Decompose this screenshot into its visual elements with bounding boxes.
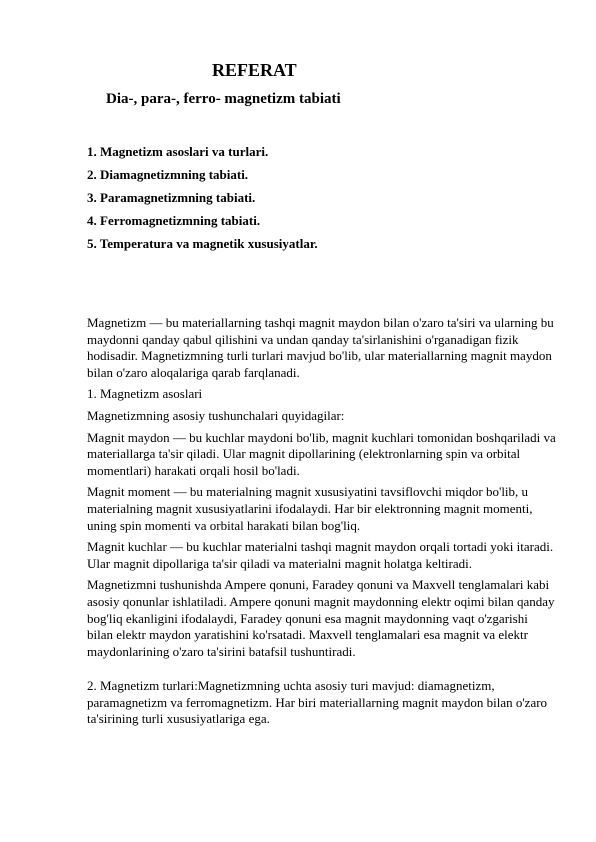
toc-item: 3. Paramagnetizmning tabiati. [87, 190, 256, 205]
paragraph: Magnetizmning asosiy tushunchalari quyidagilar: [87, 407, 345, 423]
paragraph: Magnetizmni tushunishda Ampere qonuni, Faradey qonuni va Maxvell tenglamalari kabi asosiy qonunlar ishlatiladi. Ampere qonuni magnit maydonning elektr oqimi bilan qanday bog'liq ekanligini ifodalaydi, Faradey qonuni esa magnit maydonning vaqt o'zgarishi bilan elektr maydon yaratishini ko'rsatadi. Maxvell tenglamalari esa magnit va elektr maydonlarining o'zaro ta'sirini batafsil tushuntiradi. [87, 577, 555, 659]
paragraph: Magnit moment — bu materialning magnit xususiyatini tavsiflovchi miqdor bo'lib, u materialning magnit xususiyatlarini ifodalaydi. Har bir elektronning magnit momenti, uning spin momenti va orbital harakati bilan bog'liq. [87, 484, 533, 533]
paragraph: Magnit kuchlar — bu kuchlar materialni tashqi magnit maydon orqali tortadi yoki itaradi. Ular magnit dipollariga ta'sir qiladi va materialni magnit holatga keltiradi. [87, 539, 554, 571]
toc-item: 1. Magnetizm asoslari va turlari. [87, 144, 269, 159]
paragraph-section-2: 2. Magnetizm turlari:Magnetizmning uchta asosiy turi mavjud: diamagnetizm, paramagnetizm va ferromagnetizm. Har biri materiallarning magnit maydon bilan o'zaro ta'sirining turli xususiyatlariga ega. [87, 678, 548, 727]
table-of-contents [87, 144, 318, 259]
paragraph: Magnit maydon — bu kuchlar maydoni bo'lib, magnit kuchlari tomonidan boshqariladi va materiallarga ta'sir qiladi. Ular magnit dipollarining (elektronlarning spin va orbital momentlari) harakati orqali hosil bo'ladi. [87, 429, 556, 478]
paragraph-intro: Magnetizm — bu materiallarning tashqi magnit maydon bilan o'zaro ta'siri va ularning bu maydonni qanday qabul qilishini va undan qanday ta'sirlanishini o'rganadigan fizik hodisadir. Magnetizmning turli turlari mavjud bo'lib, ular materiallarning magnit maydon bilan o'zaro aloqalariga qarab farqlanadi. [87, 315, 554, 380]
toc-item: 2. Diamagnetizmning tabiati. [87, 167, 249, 182]
section-heading: 1. Magnetizm asoslari [87, 386, 203, 402]
body-text [87, 315, 557, 733]
document-title: REFERAT [212, 60, 297, 80]
toc-item: 4. Ferromagnetizmning tabiati. [87, 213, 261, 228]
toc-item: 5. Temperatura va magnetik xususiyatlar. [87, 236, 318, 251]
document-subtitle: Dia-, para-, ferro- magnetizm tabiati [106, 91, 341, 107]
